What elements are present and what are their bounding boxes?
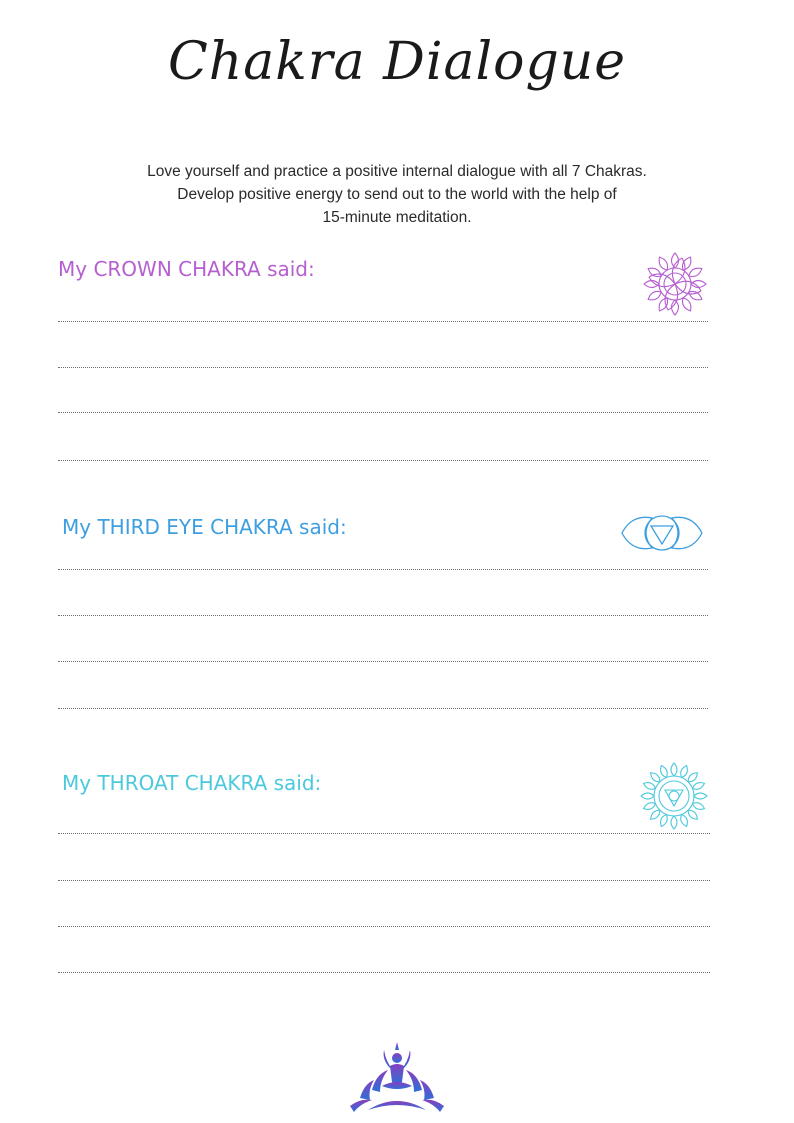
writing-line[interactable] (58, 412, 708, 413)
crown-chakra-heading: My CROWN CHAKRA said: (58, 257, 315, 281)
writing-line[interactable] (58, 569, 708, 570)
writing-line[interactable] (58, 833, 710, 834)
third-eye-chakra-icon (618, 510, 706, 556)
throat-chakra-icon (638, 760, 710, 832)
intro-line-2: Develop positive energy to send out to the world with the help of (177, 186, 617, 203)
page-title: Chakra Dialogue (168, 32, 626, 92)
lotus-meditation-logo-icon (346, 1040, 448, 1120)
throat-chakra-heading: My THROAT CHAKRA said: (62, 771, 322, 795)
intro-line-3: 15-minute meditation. (322, 209, 472, 226)
writing-line[interactable] (58, 367, 708, 368)
writing-line[interactable] (58, 661, 708, 662)
writing-line[interactable] (58, 972, 710, 973)
writing-line[interactable] (58, 926, 710, 927)
writing-line[interactable] (58, 321, 708, 322)
intro-text (97, 160, 697, 229)
third-eye-chakra-heading: My THIRD EYE CHAKRA said: (62, 515, 347, 539)
intro-line-1: Love yourself and practice a positive internal dialogue with all 7 Chakras. (147, 163, 647, 180)
writing-line[interactable] (58, 460, 708, 461)
writing-line[interactable] (58, 615, 708, 616)
writing-line[interactable] (58, 708, 708, 709)
writing-line[interactable] (58, 880, 710, 881)
crown-chakra-icon (640, 249, 710, 319)
